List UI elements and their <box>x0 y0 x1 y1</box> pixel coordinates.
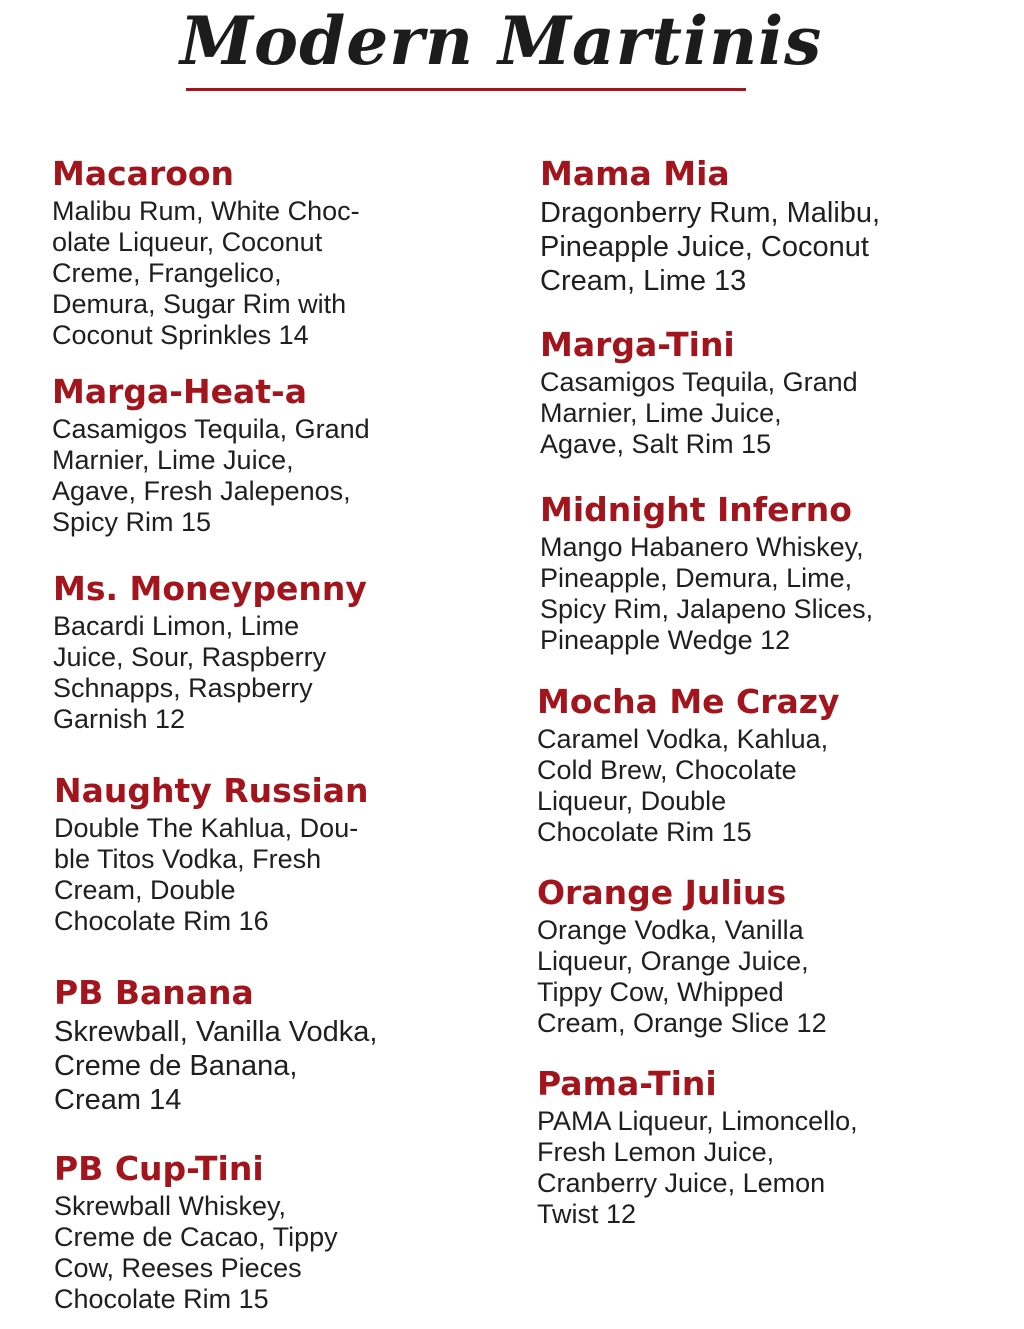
menu-item-ms-moneypenny <box>53 569 493 735</box>
title-underline <box>186 88 746 91</box>
menu-item-macaroon <box>52 154 492 351</box>
item-name: Naughty Russian <box>54 771 369 810</box>
item-description: Malibu Rum, White Choc- olate Liqueur, Coconut Creme, Frangelico, Demura, Sugar Rim with Coconut Sprinkles 14 <box>52 196 360 350</box>
menu-item-marga-heat-a <box>52 372 492 538</box>
item-name: PB Banana <box>54 973 254 1012</box>
item-name: Ms. Moneypenny <box>53 569 367 608</box>
item-description: Mango Habanero Whiskey, Pineapple, Demura, Lime, Spicy Rim, Jalapeno Slices, Pineapple Wedge 12 <box>540 532 874 655</box>
menu-title: Modern Martinis <box>180 2 823 80</box>
item-name: Orange Julius <box>537 873 787 912</box>
menu-item-mama-mia <box>540 154 980 298</box>
menu-item-pama-tini <box>537 1064 977 1230</box>
menu-item-pb-cup-tini <box>54 1149 494 1315</box>
item-name: Midnight Inferno <box>540 490 852 529</box>
item-description: Bacardi Limon, Lime Juice, Sour, Raspberry Schnapps, Raspberry Garnish 12 <box>53 611 327 734</box>
item-description: Dragonberry Rum, Malibu, Pineapple Juice, Coconut Cream, Lime 13 <box>540 197 881 297</box>
menu-item-orange-julius <box>537 873 977 1039</box>
menu-item-pb-banana <box>54 973 494 1117</box>
item-name: Pama-Tini <box>537 1064 717 1103</box>
item-name: Mama Mia <box>540 154 730 193</box>
item-description: Orange Vodka, Vanilla Liqueur, Orange Juice, Tippy Cow, Whipped Cream, Orange Slice 12 <box>537 915 827 1038</box>
item-name: Marga-Tini <box>540 325 735 364</box>
menu-item-mocha-me-crazy <box>537 682 977 848</box>
item-description: Skrewball, Vanilla Vodka, Creme de Banana, Cream 14 <box>54 1016 378 1116</box>
item-description: Double The Kahlua, Dou- ble Titos Vodka, Fresh Cream, Double Chocolate Rim 16 <box>54 813 359 936</box>
item-name: Marga-Heat-a <box>52 372 307 411</box>
menu-item-marga-tini <box>540 325 980 460</box>
item-name: Macaroon <box>52 154 235 193</box>
item-name: PB Cup-Tini <box>54 1149 264 1188</box>
item-description: PAMA Liqueur, Limoncello, Fresh Lemon Juice, Cranberry Juice, Lemon Twist 12 <box>537 1106 858 1229</box>
item-description: Casamigos Tequila, Grand Marnier, Lime Juice, Agave, Fresh Jalepenos, Spicy Rim 15 <box>52 414 370 537</box>
item-name: Mocha Me Crazy <box>537 682 840 721</box>
item-description: Skrewball Whiskey, Creme de Cacao, Tippy Cow, Reeses Pieces Chocolate Rim 15 <box>54 1191 338 1314</box>
menu-item-naughty-russian <box>54 771 494 937</box>
item-description: Casamigos Tequila, Grand Marnier, Lime Juice, Agave, Salt Rim 15 <box>540 367 858 459</box>
menu-item-midnight-inferno <box>540 490 980 656</box>
item-description: Caramel Vodka, Kahlua, Cold Brew, Chocolate Liqueur, Double Chocolate Rim 15 <box>537 724 829 847</box>
